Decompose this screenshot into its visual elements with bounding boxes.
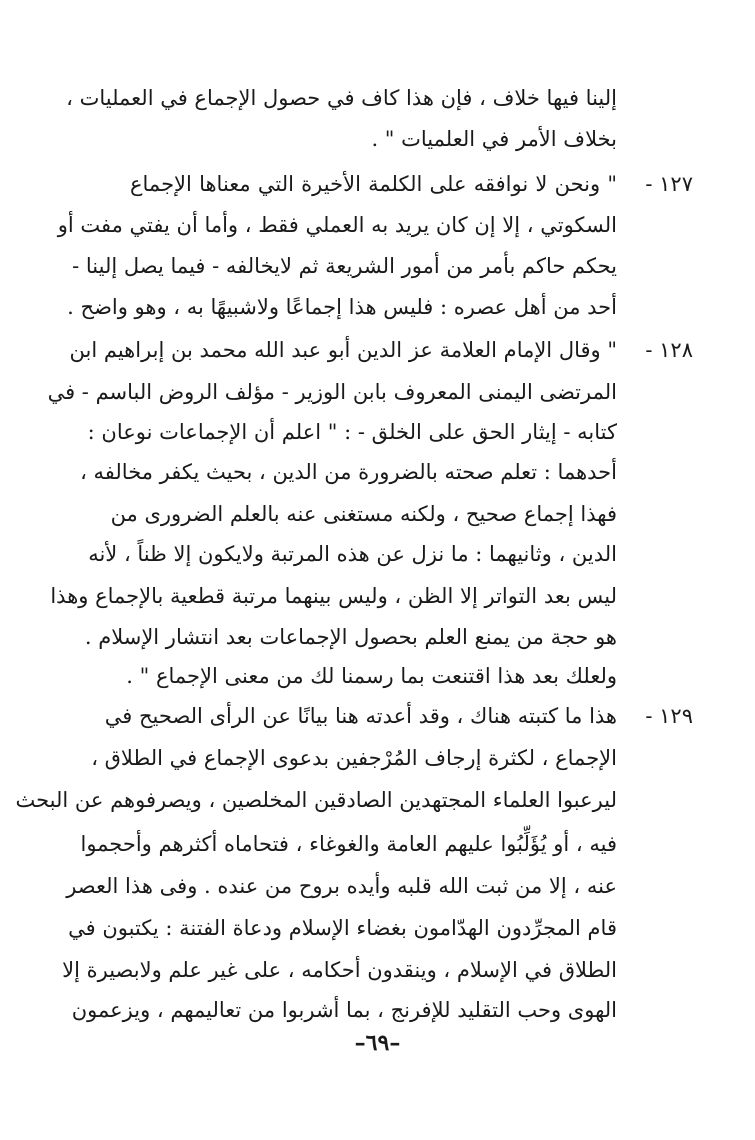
line-text: ليس بعد التواتر إلا الظن ، وليس بينهما مرتبة قطعية بالإجماع وهذا xyxy=(50,584,617,608)
text-line xyxy=(0,330,755,370)
line-text: " ونحن لا نوافقه على الكلمة الأخيرة التي معناها الإجماع xyxy=(130,172,617,196)
line-text: السكوتي ، إلا إن كان يريد به العملي فقط ، وأما أن يفتي مفت أو xyxy=(57,213,617,237)
line-text: الإجماع ، لكثرة إرجاف المُرْجفين بدعوى الإجماع في الطلاق ، xyxy=(91,746,617,770)
text-line xyxy=(0,78,755,118)
text-line xyxy=(0,164,755,204)
text-line xyxy=(0,990,755,1030)
line-text: المرتضى اليمنى المعروف بابن الوزير - مؤلف الروض الباسم - في xyxy=(47,380,617,404)
line-text: أحدهما : تعلم صحته بالضرورة من الدين ، بحيث يكفر مخالفه ، xyxy=(80,460,617,484)
text-line xyxy=(0,372,755,412)
line-text: الطلاق في الإسلام ، وينقدون أحكامه ، على غير علم ولابصيرة إلا xyxy=(62,958,617,982)
line-text: إلينا فيها خلاف ، فإن هذا كاف في حصول الإجماع في العمليات ، xyxy=(66,86,617,110)
line-text: فيه ، أو يُؤَلِّبُوا عليهم العامة والغوغاء ، فتحاماه أكثرهم وأحجموا xyxy=(80,832,617,856)
text-line xyxy=(0,617,755,657)
line-text: ليرعبوا العلماء المجتهدين الصادقين المخلصين ، ويصرفوهم عن البحث xyxy=(15,788,617,812)
text-line xyxy=(0,908,755,948)
line-text: " وقال الإمام العلامة عز الدين أبو عبد الله محمد بن إبراهيم ابن xyxy=(69,338,617,362)
text-line xyxy=(0,866,755,906)
paragraph-number: ١٢٩ - xyxy=(645,704,693,728)
text-line xyxy=(0,412,755,452)
page-number: –٦٩– xyxy=(354,1030,401,1056)
text-line xyxy=(0,534,755,574)
line-text: ولعلك بعد هذا اقتنعت بما رسمنا لك من معنى الإجماع " . xyxy=(126,664,617,688)
line-text: يحكم حاكم بأمر من أمور الشريعة ثم لايخالفه - فيما يصل إلينا - xyxy=(72,254,617,278)
text-line xyxy=(0,950,755,990)
line-text: بخلاف الأمر في العلميات " . xyxy=(371,127,617,151)
text-line xyxy=(0,287,755,327)
text-line xyxy=(0,696,755,736)
text-line xyxy=(0,656,755,696)
text-line xyxy=(0,494,755,534)
text-line xyxy=(0,452,755,492)
line-text: هو حجة من يمنع العلم بحصول الإجماعات بعد انتشار الإسلام . xyxy=(84,625,617,649)
line-text: قام المجرِّدون الهدّامون بغضاء الإسلام ودعاة الفتنة : يكتبون في xyxy=(68,916,617,940)
line-text: أحد من أهل عصره : فليس هذا إجماعًا ولاشبيهًا به ، وهو واضح . xyxy=(67,295,617,319)
text-line xyxy=(0,780,755,820)
line-text: عنه ، إلا من ثبت الله قلبه وأيده بروح من عنده . وفى هذا العصر xyxy=(66,874,617,898)
text-line xyxy=(0,246,755,286)
line-text: كتابه - إيثار الحق على الخلق - : " اعلم أن الإجماعات نوعان : xyxy=(87,420,617,444)
line-text: الهوى وحب التقليد للإفرنج ، بما أشربوا من تعاليمهم ، ويزعمون xyxy=(71,998,617,1022)
paragraph-number: ١٢٨ - xyxy=(645,338,693,362)
text-line xyxy=(0,119,755,159)
text-line xyxy=(0,824,755,864)
text-line xyxy=(0,576,755,616)
text-line xyxy=(0,205,755,245)
line-text: هذا ما كتبته هناك ، وقد أعدته هنا بيانًا عن الرأى الصحيح في xyxy=(104,704,617,728)
line-text: فهذا إجماع صحيح ، ولكنه مستغنى عنه بالعلم الضرورى من xyxy=(110,502,617,526)
line-text: الدين ، وثانيهما : ما نزل عن هذه المرتبة ولايكون إلا ظناً ، لأنه xyxy=(88,542,617,566)
text-line xyxy=(0,738,755,778)
paragraph-number: ١٢٧ - xyxy=(645,172,693,196)
